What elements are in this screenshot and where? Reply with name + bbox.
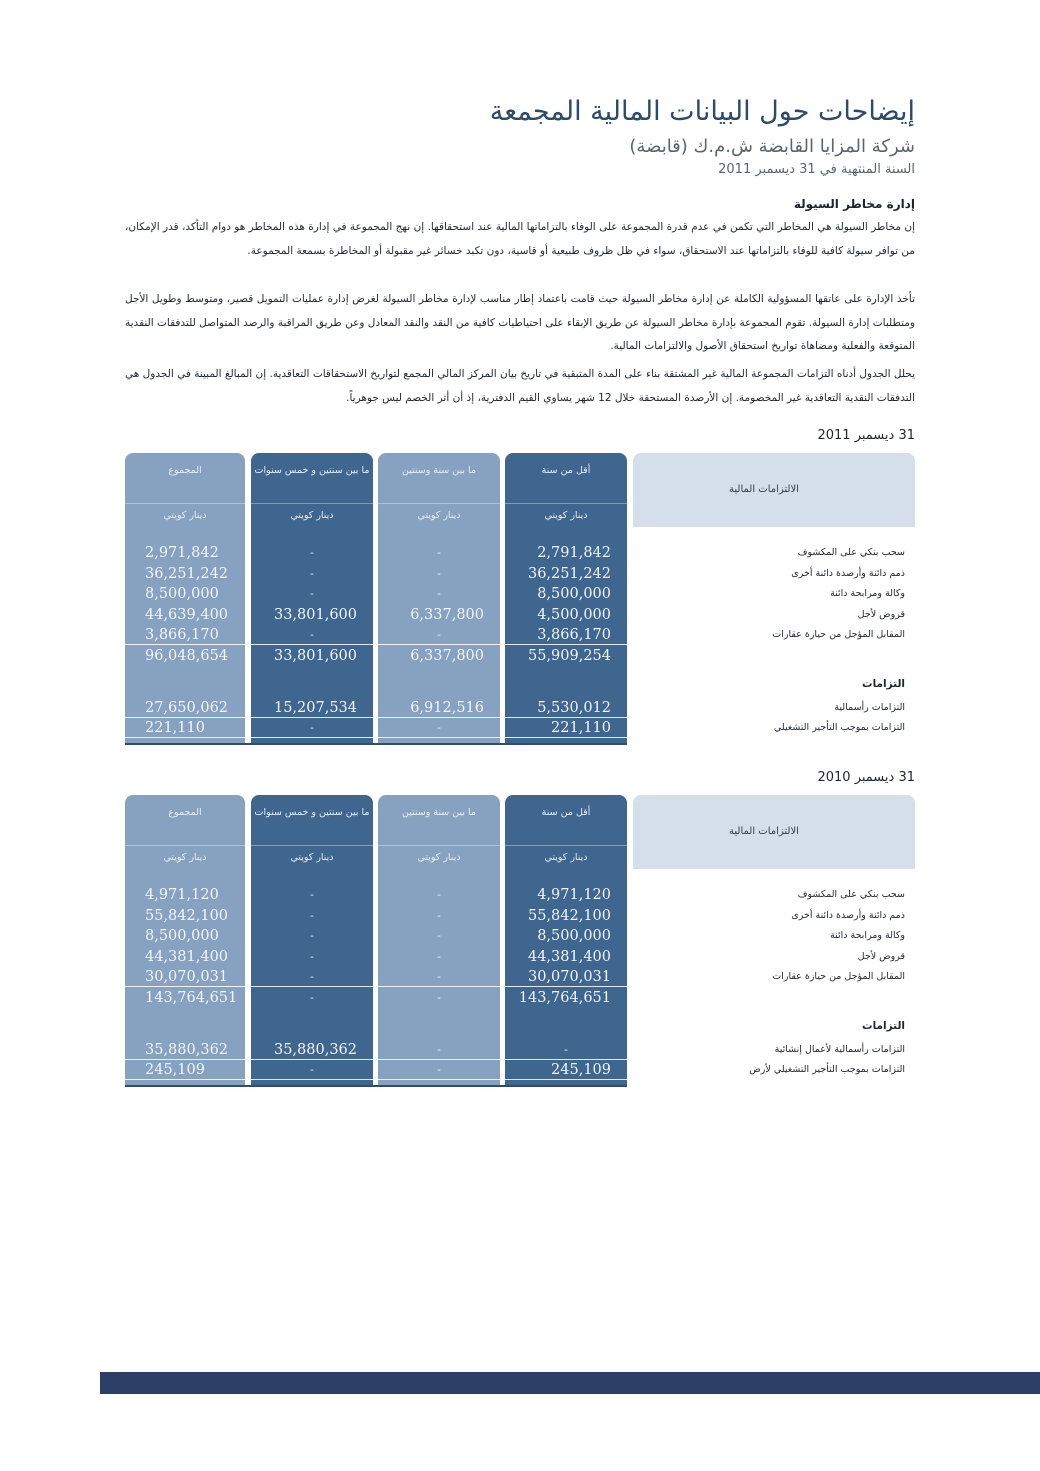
paragraph-3: يحلل الجدول أدناه التزامات المجموعة المالية غير المشتقة بناء على المدة المتبقية في تاريخ بيان المركز المالي المجمع لتواريخ الاستحقاقات التعاقدية. إن المبالغ المبينة في الجدول هي التدفقات النقدية التعاقدية غير المخصومة. إن الأرصدة المستحقة خلال 12 شهر يساوي القيم الدفترية، إذ أن أثر الخصم ليس جوهرياً. — [125, 368, 915, 404]
table-cell: - — [378, 1040, 500, 1060]
table-cell: - — [437, 546, 441, 559]
column-header — [251, 795, 373, 869]
column-header-title: ما بين سنتين و خمس سنوات — [254, 465, 370, 476]
column-header-title: المجموع — [168, 807, 202, 818]
table-cell: 36,251,242 — [145, 565, 229, 582]
table-cell: 221,110 — [125, 718, 245, 738]
table-cell: 33,801,600 — [273, 647, 357, 664]
table-cell: 55,842,100 — [145, 907, 229, 924]
table-cell: - — [251, 967, 373, 987]
column-header — [378, 795, 500, 869]
table-cell: 245,109 — [125, 1060, 245, 1080]
period-label: السنة المنتهية في 31 ديسمبر 2011 — [718, 162, 915, 177]
table-cell: - — [251, 718, 373, 738]
table-cell: - — [437, 908, 441, 922]
table-cell: 3,866,170 — [505, 625, 627, 645]
table-cell: - — [310, 990, 314, 1004]
column-header-title: أقل من سنة — [541, 807, 591, 818]
column-header-title: ما بين سنة وسنتين — [401, 807, 477, 818]
commitments-heading: التزامات — [862, 1019, 905, 1032]
column-header-unit: دينار كويتي — [378, 503, 500, 527]
company-name: شركة المزايا القابضة ش.م.ك (قابضة) — [629, 136, 915, 157]
table-cell: - — [437, 990, 441, 1004]
table-cell: - — [310, 929, 314, 942]
column-header-title: ما بين سنتين و خمس سنوات — [254, 807, 370, 818]
table-cell: 35,880,362 — [251, 1040, 373, 1060]
row-label: ذمم دائنة وأرصدة دائنة أخرى — [791, 909, 905, 921]
table-cell: 8,500,000 — [537, 928, 611, 944]
row-label: المقابل المؤجل من حيازة عقارات — [772, 629, 905, 640]
page-title: إيضاحات حول البيانات المالية المجمعة — [489, 96, 915, 127]
table-cell: 143,764,651 — [518, 989, 611, 1006]
column-body — [125, 869, 245, 1087]
row-label: التزامات بموجب التأجير التشغيلي — [773, 722, 905, 733]
column-header — [125, 453, 245, 527]
table-cell: - — [378, 625, 500, 645]
row-label: التزامات رأسمالية لأعمال إنشائية — [774, 1043, 905, 1055]
column-total — [125, 453, 245, 736]
row-label: سحب بنكي على المكشوف — [797, 889, 905, 900]
table-cell: 96,048,654 — [145, 647, 229, 664]
liquidity-table-2011 — [125, 453, 915, 753]
column-header-unit: دينار كويتي — [505, 845, 627, 869]
column-header-unit: دينار كويتي — [125, 845, 245, 869]
table-cell: - — [310, 949, 314, 963]
column-body — [251, 527, 373, 745]
column-y1_2 — [378, 795, 500, 1076]
column-body — [125, 527, 245, 745]
table-cell: 2,971,842 — [145, 545, 219, 561]
column-body — [505, 527, 627, 745]
table-cell: 27,650,062 — [125, 698, 245, 718]
table-cell: 30,070,031 — [125, 967, 245, 987]
column-header-unit: دينار كويتي — [125, 503, 245, 527]
row-label: التزامات رأسمالية — [834, 701, 905, 713]
column-total — [125, 795, 245, 1078]
table-cell: 2,791,842 — [537, 545, 611, 561]
table-cell: - — [251, 625, 373, 645]
liquidity-table-2010 — [125, 795, 915, 1095]
column-body — [505, 869, 627, 1087]
row-label: ذمم دائنة وأرصدة دائنة أخرى — [791, 567, 905, 579]
table-cell: 55,842,100 — [527, 907, 611, 924]
table-cell: - — [378, 1060, 500, 1080]
table-cell: - — [310, 908, 314, 922]
row-label: سحب بنكي على المكشوف — [797, 547, 905, 558]
table-cell: 33,801,600 — [273, 606, 357, 623]
table-cell: - — [251, 1060, 373, 1080]
column-labels — [633, 453, 915, 733]
column-body — [378, 869, 500, 1087]
table-cell: 15,207,534 — [251, 698, 373, 718]
column-header-title: الالتزامات المالية — [729, 484, 799, 495]
table-cell: 221,110 — [505, 718, 627, 738]
table-cell: 35,880,362 — [125, 1040, 245, 1060]
table-cell: - — [437, 566, 441, 580]
table-date-2010: 31 ديسمبر 2010 — [817, 770, 915, 785]
row-label: وكالة ومرابحة دائنة — [830, 930, 905, 941]
footer-bar — [100, 1372, 1040, 1394]
column-header — [378, 453, 500, 527]
column-lt1 — [505, 795, 627, 1078]
table-cell: - — [378, 718, 500, 738]
table-cell: - — [310, 566, 314, 580]
column-body — [251, 869, 373, 1087]
table-cell: 55,909,254 — [527, 647, 611, 664]
table-cell: - — [437, 587, 441, 600]
table-bottom-rule — [125, 743, 627, 745]
table-bottom-rule — [125, 1085, 627, 1087]
table-cell: 4,500,000 — [537, 606, 611, 623]
column-header — [251, 453, 373, 527]
column-header — [505, 453, 627, 527]
table-cell: 6,337,800 — [410, 647, 484, 664]
table-cell: - — [505, 1040, 627, 1060]
table-cell: 245,109 — [505, 1060, 627, 1080]
row-label: وكالة ومرابحة دائنة — [830, 588, 905, 599]
column-header-title: المجموع — [168, 465, 202, 476]
table-cell: - — [310, 888, 314, 901]
column-header-title: ما بين سنة وسنتين — [401, 465, 477, 476]
column-header — [633, 795, 915, 869]
table-cell: 3,866,170 — [125, 625, 245, 645]
table-cell: 8,500,000 — [537, 586, 611, 602]
table-cell: - — [437, 929, 441, 942]
table-cell: 44,381,400 — [145, 948, 229, 965]
paragraph-1: إن مخاطر السيولة هي المخاطر التي تكمن في عدم قدرة المجموعة على الوفاء بالتزاماتها المالية عند استحقاقها. إن نهج المجموعة في إدارة هذه المخاطر هو دوام التأكد، قدر الإمكان، من توافر سيولة كافية للوفاء بالتزاماتها عند الاستحقاق، سواء في ظل ظروف طبيعية أو قاسية، دون تكبد خسائر غير مقبولة أو المخاطرة بسمعة المجموعة. — [125, 221, 915, 257]
column-header-title: الالتزامات المالية — [729, 826, 799, 837]
table-cell: 143,764,651 — [145, 989, 238, 1006]
table-cell: 8,500,000 — [145, 586, 219, 602]
row-label: المقابل المؤجل من حيازة عقارات — [772, 971, 905, 982]
row-label: التزامات بموجب التأجير التشغيلي لأرض — [749, 1064, 905, 1075]
table-cell: 4,971,120 — [537, 887, 611, 903]
column-header-unit: دينار كويتي — [251, 845, 373, 869]
column-y2_5 — [251, 795, 373, 1076]
column-header — [125, 795, 245, 869]
row-label: قروض لأجل — [857, 950, 905, 962]
table-date-2011: 31 ديسمبر 2011 — [817, 428, 915, 443]
table-cell: 6,912,516 — [378, 698, 500, 718]
column-header-unit: دينار كويتي — [505, 503, 627, 527]
column-header — [633, 453, 915, 527]
table-cell: 36,251,242 — [527, 565, 611, 582]
column-labels — [633, 795, 915, 1075]
paragraph-2: تأخذ الإدارة على عاتقها المسؤولية الكاملة عن إدارة مخاطر السيولة حيث قامت باعتماد إطار مناسب لإدارة مخاطر السيولة لغرض إدارة عمليات التمويل قصير، ومتوسط وطويل الأجل ومتطلبات إدارة السيولة. تقوم المجموعة بإدارة مخاطر السيولة عن طريق الإبقاء على احتياطيات كافية من النقد والنقد المعادل وعن طريق المراقبة والرصد المتواصل للتدفقات النقدية المتوقعة والفعلية ومضاهاة تواريخ استحقاق الأصول والالتزامات المالية. — [125, 293, 915, 352]
section-title: إدارة مخاطر السيولة — [793, 197, 915, 211]
column-body — [378, 527, 500, 745]
column-header-title: أقل من سنة — [541, 465, 591, 476]
column-y2_5 — [251, 453, 373, 734]
table-cell: - — [310, 546, 314, 559]
page-header — [115, 92, 915, 180]
table-cell: 4,971,120 — [145, 887, 219, 903]
table-cell: 8,500,000 — [145, 928, 219, 944]
table-cell: 44,639,400 — [145, 606, 229, 623]
column-header-unit: دينار كويتي — [251, 503, 373, 527]
table-cell: - — [437, 949, 441, 963]
table-cell: 6,337,800 — [410, 606, 484, 623]
table-cell: - — [378, 967, 500, 987]
column-header-unit: دينار كويتي — [378, 845, 500, 869]
column-header — [505, 795, 627, 869]
table-cell: - — [310, 587, 314, 600]
table-cell: 5,530,012 — [505, 698, 627, 718]
table-cell: 44,381,400 — [527, 948, 611, 965]
column-y1_2 — [378, 453, 500, 734]
table-cell: 30,070,031 — [505, 967, 627, 987]
table-cell: - — [437, 888, 441, 901]
commitments-heading: التزامات — [862, 677, 905, 690]
row-label: قروض لأجل — [857, 608, 905, 620]
column-lt1 — [505, 453, 627, 736]
